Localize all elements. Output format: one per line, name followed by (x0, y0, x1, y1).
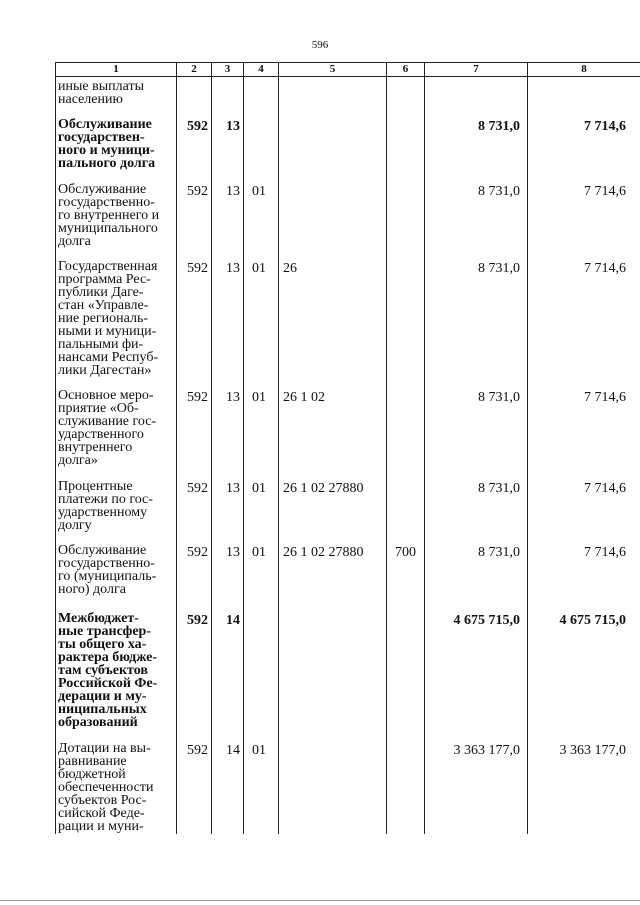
row-name-line: государственно- (58, 556, 155, 571)
row-value-c3: 13 (226, 119, 240, 134)
row-value-c6: 700 (395, 545, 416, 560)
row-name-line: внутреннего (58, 440, 133, 455)
row-value-c4: 01 (252, 545, 266, 560)
row-name-line: образований (58, 715, 138, 730)
row-name-line: ниципальных (58, 702, 147, 717)
row-name (58, 118, 174, 170)
row-name-line: сийской Феде- (58, 806, 145, 821)
row-name (58, 480, 174, 532)
column-header: 4 (258, 63, 264, 75)
column-divider (243, 62, 244, 834)
column-header: 6 (402, 63, 409, 75)
row-name-line: государствен- (58, 130, 145, 145)
column-header: 5 (329, 63, 336, 75)
row-value-c7: 3 363 177,0 (453, 743, 520, 758)
row-name-line: служивание гос- (58, 414, 157, 429)
row-name-line: го (муниципаль- (58, 569, 157, 584)
column-header: 3 (224, 63, 231, 75)
row-value-c7: 8 731,0 (478, 390, 520, 405)
row-name-line: бюджетной (58, 767, 126, 782)
page-number: 596 (311, 39, 329, 51)
row-name-line: долгу (58, 518, 92, 533)
row-name-line: субъектов Рос- (58, 793, 147, 808)
row-value-c2: 592 (187, 119, 208, 134)
column-header: 7 (473, 63, 479, 75)
row-value-c5: 26 1 02 (283, 390, 325, 405)
row-value-c8: 3 363 177,0 (559, 743, 626, 758)
row-name-line: ного) долга (58, 582, 126, 597)
row-name-line: дерации и му- (58, 689, 147, 704)
row-value-c4: 01 (252, 743, 266, 758)
row-name-line: Обслуживание (58, 543, 147, 558)
row-value-c2: 592 (187, 613, 208, 628)
row-name-line: пальными фи- (58, 337, 144, 352)
row-name (58, 544, 174, 596)
column-header: 8 (581, 63, 587, 75)
row-name-line: там субъектов (58, 663, 148, 678)
row-name-line: иные выплаты (58, 79, 144, 94)
row-name (58, 183, 174, 248)
row-name (58, 80, 174, 106)
page-bottom-rule (0, 900, 640, 901)
row-name-line: ние региональ- (58, 311, 149, 326)
row-name-line: го внутреннего и (58, 208, 160, 223)
row-name-line: муниципального (58, 221, 158, 236)
row-value-c3: 14 (226, 743, 240, 758)
row-value-c3: 13 (226, 184, 240, 199)
row-value-c3: 13 (226, 545, 240, 560)
table-header-rule (55, 76, 640, 77)
column-divider (527, 62, 528, 834)
row-name-line: Дотации на вы- (58, 741, 151, 756)
column-divider (55, 62, 56, 834)
column-divider (424, 62, 425, 834)
row-value-c4: 01 (252, 261, 266, 276)
row-name-line: ными и муници- (58, 324, 157, 339)
row-name-line: программа Рес- (58, 272, 151, 287)
row-name-line: пального долга (58, 156, 156, 171)
column-header: 1 (113, 63, 119, 75)
row-value-c8: 7 714,6 (584, 481, 626, 496)
row-value-c2: 592 (187, 184, 208, 199)
row-value-c3: 13 (226, 261, 240, 276)
row-value-c2: 592 (187, 261, 208, 276)
column-divider (176, 62, 177, 834)
row-value-c5: 26 1 02 27880 (283, 545, 364, 560)
row-name-line: платежи по гос- (58, 492, 153, 507)
row-name-line: лики Дагестан» (58, 363, 152, 378)
row-value-c7: 8 731,0 (478, 119, 520, 134)
row-name-line: ударственного (58, 427, 144, 442)
row-value-c4: 01 (252, 481, 266, 496)
row-value-c8: 4 675 715,0 (559, 613, 626, 628)
row-name-line: ного и муници- (58, 143, 155, 158)
row-value-c2: 592 (187, 390, 208, 405)
row-value-c8: 7 714,6 (584, 261, 626, 276)
row-value-c7: 8 731,0 (478, 481, 520, 496)
row-value-c7: 8 731,0 (478, 261, 520, 276)
row-value-c8: 7 714,6 (584, 119, 626, 134)
row-name-line: стан «Управле- (58, 298, 149, 313)
row-value-c2: 592 (187, 481, 208, 496)
row-value-c3: 13 (226, 481, 240, 496)
row-name-line: рактера бюдже- (58, 650, 158, 665)
column-divider (278, 62, 279, 834)
row-name-line: приятие «Об- (58, 401, 139, 416)
row-value-c7: 4 675 715,0 (453, 613, 520, 628)
row-name-line: долга (58, 234, 91, 249)
row-name-line: равнивание (58, 754, 127, 769)
row-name-line: рации и муни- (58, 819, 144, 834)
row-name-line: публики Даге- (58, 285, 144, 300)
row-name (58, 389, 174, 467)
row-name-line: ударственному (58, 505, 148, 520)
row-name-line: Основное меро- (58, 388, 154, 403)
row-name-line: государственно- (58, 195, 155, 210)
row-name-line: Межбюджет- (58, 611, 139, 626)
row-value-c8: 7 714,6 (584, 390, 626, 405)
row-name-line: Российской Фе- (58, 676, 158, 691)
row-name-line: обеспеченности (58, 780, 154, 795)
row-value-c8: 7 714,6 (584, 545, 626, 560)
row-value-c7: 8 731,0 (478, 184, 520, 199)
row-value-c8: 7 714,6 (584, 184, 626, 199)
row-value-c4: 01 (252, 184, 266, 199)
row-name-line: нансами Респуб- (58, 350, 159, 365)
row-name-line: ные трансфер- (58, 624, 151, 639)
column-divider (211, 62, 212, 834)
row-value-c2: 592 (187, 743, 208, 758)
column-header: 2 (191, 63, 197, 75)
row-value-c7: 8 731,0 (478, 545, 520, 560)
row-value-c5: 26 (283, 261, 297, 276)
row-value-c3: 13 (226, 390, 240, 405)
row-name-line: Процентные (58, 479, 133, 494)
row-value-c5: 26 1 02 27880 (283, 481, 364, 496)
row-name-line: Обслуживание (58, 182, 147, 197)
row-name (58, 742, 174, 833)
row-name-line: Обслуживание (58, 117, 152, 132)
row-value-c3: 14 (226, 613, 240, 628)
row-name (58, 612, 174, 729)
row-name-line: долга» (58, 453, 98, 468)
row-name (58, 260, 174, 377)
column-divider (386, 62, 387, 834)
row-value-c4: 01 (252, 390, 266, 405)
row-value-c2: 592 (187, 545, 208, 560)
row-name-line: населению (58, 92, 123, 107)
row-name-line: Государственная (58, 259, 158, 274)
row-name-line: ты общего ха- (58, 637, 147, 652)
